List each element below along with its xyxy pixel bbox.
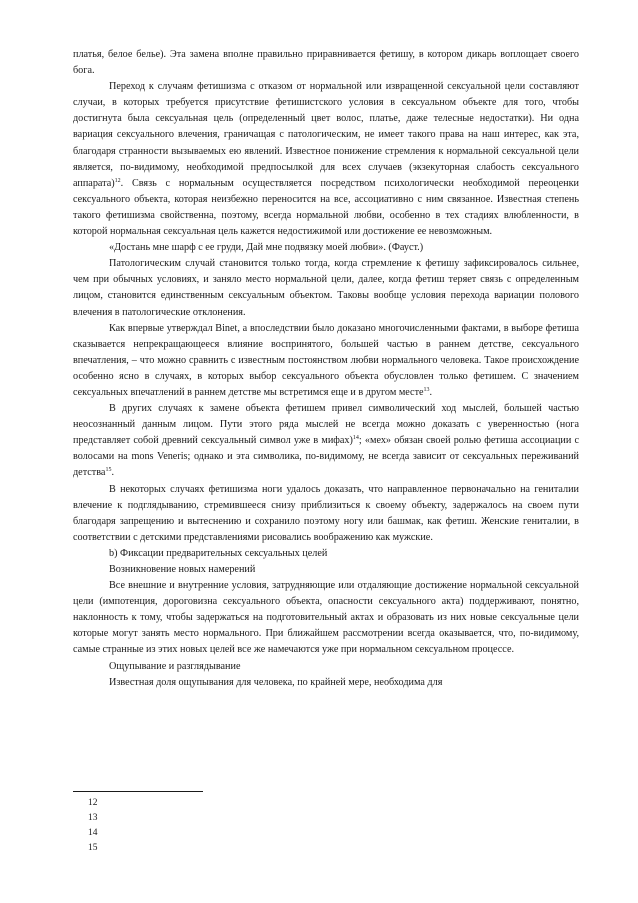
paragraph [73,562,579,578]
text-run: . [429,386,433,398]
paragraph [73,578,579,658]
text-run: платья, белое белье). Эта замена вполне правильно приравнивается фетишу, в котором дикарь воплощает своего бога. [73,49,579,77]
text-run: Как впервые утверждал Binet, а впоследствии было доказано многочисленными фактами, в выборе фетиша сказывается непрекращающееся влияние воспринятого, большей частью в раннем детстве, сексуального впечатления, – что можно сравнить с известным постоянством любви нормального человека. Такое происхождение особенно ясно в случаях, в которых выбор сексуального объекта обусловлен только фетишем. С значением сексуальных впечатлений в раннем детстве мы встретимся еще и в другом месте [73,322,579,398]
body-text [73,47,579,691]
text-run: ; «мех» обязан своей ролью фетиша ассоциации с волосами на mons Veneris; однако и эта символика, по-видимому, не всегда зависит от сексуальных переживаний детства [73,435,579,479]
footnote-ref: 12 [114,177,121,184]
footnote-number: 13 [88,813,98,824]
footnotes [88,796,98,856]
footnote-number: 12 [88,798,98,808]
paragraph [73,47,579,79]
paragraph [73,675,579,691]
paragraph [73,79,579,240]
text-run: . Связь с нормальным осуществляется посредством психологически необходимой переоценки сексуального объекта, которая неизбежно переносится на все, ассоциативно с ним связанное. Известная степень такого фетишизма свойственна, поэтому, всегда нормальной любви, особенно в тех стадиях влюбленности, в которой нормальная сексуальная цель кажется недостижимой или достижение ее невозможным. [73,177,579,238]
paragraph [73,256,579,320]
footnote-number: 15 [88,843,98,854]
paragraph [73,401,579,481]
footnote-separator [73,791,203,792]
paragraph [73,482,579,546]
footnote-ref: 13 [423,386,430,393]
text-run: В других случаях к замене объекта фетишем привел символический ход мыслей, большей частью неосознанный данным лицом. Пути этого ряда мыслей не всегда можно доказать с уверенностью (нога представляет собой древний сексуальный символ уже в мифах) [73,403,579,447]
footnote-number: 14 [88,828,98,839]
text-run: Патологическим случай становится только тогда, когда стремление к фетишу зафиксировалось сильнее, чем при обычных условиях, и заняло место нормальной цели, далее, когда фетиш теряет связь с определенным лицом, становится единственным сексуальным объектом. Таковы вообще условия перехода вариации полового влечения в патологические отклонения. [73,258,579,318]
text-run: «Достань мне шарф с ее груди, Дай мне подвязку моей любви». (Фауст.) [109,242,424,254]
footnote-ref: 15 [105,467,112,474]
text-run: Переход к случаям фетишизма с отказом от нормальной или извращенной сексуальной цели составляют случаи, в которых требуется присутствие фетишистского условия в сексуальном объекте для того, чтобы достигнута была сексуальная цель (определенный цвет волос, платье, даже телесные недостатки). Ни одна вариация сексуального влечения, граничащая с патологическим, не имеет такого права на наш интерес, как эта, благодаря странности вызываемых ею явлений. Известное понижение стремления к нормальной сексуальной цели является, по-видимому, необходимой предпосылкой для всех случаев (экзекуторная слабость сексуального аппарата) [73,81,579,189]
text-run: Возникновение новых намерений [109,564,256,575]
paragraph [73,240,579,256]
text-run: В некоторых случаях фетишизма ноги удалось доказать, что направленное первоначально на гениталии влечение к подглядыванию, стремившееся снизу приблизиться к своему объекту, задержалось на своем пути благодаря запрещению и вытеснению и сохранило поэтому ногу или башмак, как фетиш. Женские гениталии, в соответствии с детскими представлениями рисовались воображению как мужские. [73,483,579,543]
text-run: b) Фиксации предварительных сексуальных целей [109,547,328,559]
paragraph [73,546,579,562]
paragraph [73,321,579,401]
text-run: Все внешние и внутренние условия, затрудняющие или отдаляющие достижение нормальной сексуальной цели (импотенция, дороговизна сексуального объекта, опасности сексуального акта) поддерживают, понятно, наклонность к тому, чтобы задержаться на подготовительный актах и образовать из них новые сексуальные цели которые могут занять место нормального. При ближайшем рассмотрении всегда оказывается, что, по-видимому, самые странные из этих новых целей все же намечаются уже при нормальном сексуальном процессе. [73,580,579,656]
footnote-ref: 14 [352,435,359,442]
text-run: Известная доля ощупывания для человека, по крайней мере, необходима для [109,676,443,688]
paragraph [73,659,579,675]
text-run: Ощупывание и разглядывание [109,660,241,672]
text-run: . [111,467,114,479]
